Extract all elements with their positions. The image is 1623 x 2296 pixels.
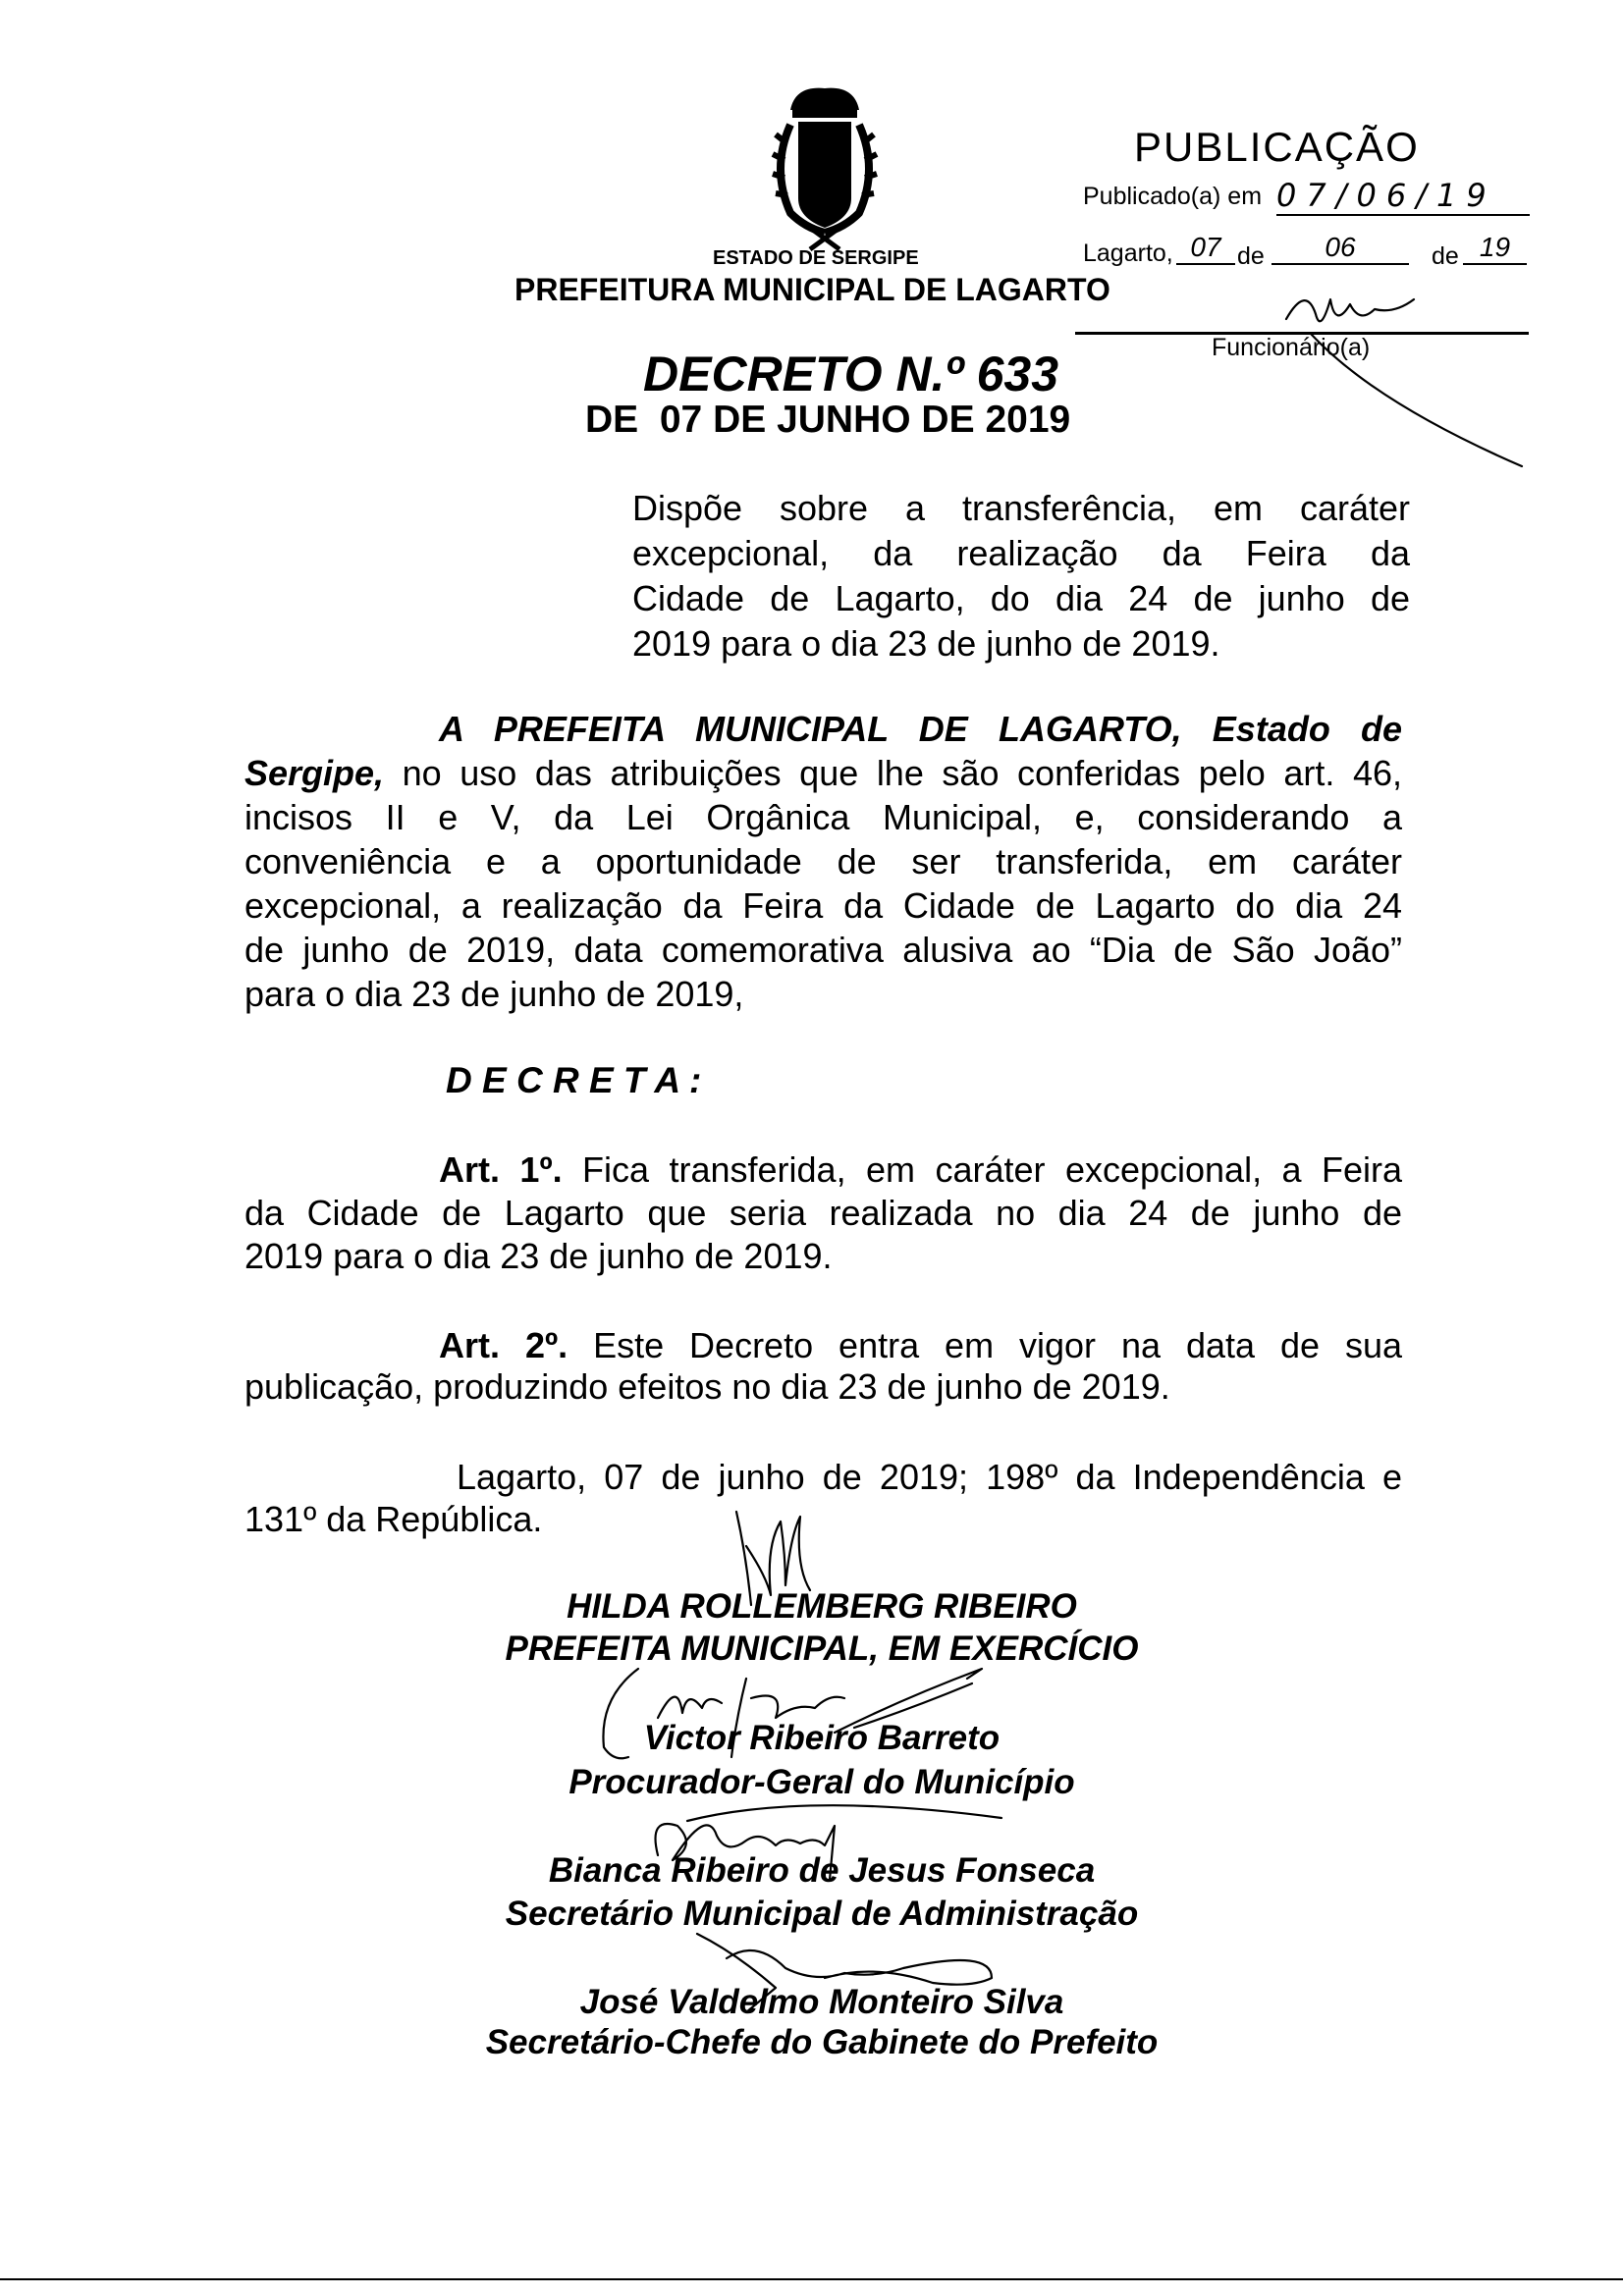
preamble-line: para o dia 23 de junho de 2019, <box>244 974 744 1014</box>
stamp-de-2: de <box>1432 242 1459 270</box>
summary-line: Dispõe sobre a transferência, em caráter <box>632 488 1410 528</box>
footer-rule <box>0 2278 1623 2280</box>
stamp-year: 19 <box>1463 232 1527 265</box>
stamp-official-label: Funcionário(a) <box>1212 334 1371 361</box>
state-name: ESTADO DE SERGIPE <box>713 247 919 269</box>
summary-line: 2019 para o dia 23 de junho de 2019. <box>632 623 1220 664</box>
signatory-role: Secretário Municipal de Administração <box>505 1895 1139 1933</box>
article-label: Art. 2º. <box>439 1325 568 1365</box>
stamp-published-label: Publicado(a) em <box>1083 183 1263 210</box>
preamble-line: incisos II e V, da Lei Orgânica Municipal, e, considerando a <box>244 797 1402 837</box>
official-signature-icon <box>1267 275 1532 471</box>
decreta-heading: D E C R E T A : <box>446 1060 702 1100</box>
signatory-name: Victor Ribeiro Barreto <box>643 1719 1001 1757</box>
article-text: 2019 para o dia 23 de junho de 2019. <box>244 1236 833 1276</box>
preamble-line: excepcional, a realização da Feira da Cidade de Lagarto do dia 24 <box>244 885 1402 926</box>
decree-title: DECRETO N.º 633 <box>643 347 1059 401</box>
stamp-place-label: Lagarto, <box>1083 240 1173 267</box>
closing-line: 131º da República. <box>244 1499 543 1539</box>
decree-date: DE 07 DE JUNHO DE 2019 <box>585 399 1071 441</box>
signatory-role: Secretário-Chefe do Gabinete do Prefeito <box>485 2023 1159 2061</box>
signatory-role: PREFEITA MUNICIPAL, EM EXERCÍCIO <box>505 1629 1139 1668</box>
preamble-line: no uso das atribuições que lhe são conferidas pelo art. 46, <box>384 753 1402 793</box>
decree-summary <box>632 487 1410 667</box>
stamp-day: 07 <box>1176 232 1235 265</box>
preamble-state: Sergipe, <box>244 753 385 793</box>
municipality-name: PREFEITURA MUNICIPAL DE LAGARTO <box>514 272 1110 307</box>
signatory-name: José Valdelmo Monteiro Silva <box>579 1983 1064 2021</box>
stamp-month: 06 <box>1271 232 1409 265</box>
preamble <box>244 708 1402 1017</box>
preamble-lead: A PREFEITA MUNICIPAL DE LAGARTO, Estado de <box>439 709 1402 749</box>
stamp-published-value: 07/06/19 <box>1276 177 1530 216</box>
article-text: da Cidade de Lagarto que seria realizada no dia 24 de junho de <box>244 1193 1402 1233</box>
preamble-line: de junho de 2019, data comemorativa alusiva ao “Dia de São João” <box>244 930 1402 970</box>
signatory-name: Bianca Ribeiro de Jesus Fonseca <box>548 1851 1096 1890</box>
article-2 <box>244 1324 1402 1407</box>
coat-of-arms-icon <box>751 80 898 252</box>
signatory-name: HILDA ROLLEMBERG RIBEIRO <box>567 1587 1077 1626</box>
closing-line: Lagarto, 07 de junho de 2019; 198º da Independência e <box>457 1457 1402 1497</box>
stamp-title: PUBLICAÇÃO <box>1134 124 1420 170</box>
stamp-de-1: de <box>1237 242 1265 270</box>
preamble-line: conveniência e a oportunidade de ser transferida, em caráter <box>244 841 1402 881</box>
signatory-role: Procurador-Geral do Município <box>568 1763 1075 1801</box>
article-text: Fica transferida, em caráter excepcional, a Feira <box>562 1149 1402 1190</box>
article-text: Este Decreto entra em vigor na data de sua <box>568 1325 1402 1365</box>
article-1 <box>244 1148 1402 1278</box>
article-label: Art. 1º. <box>439 1149 563 1190</box>
article-text: publicação, produzindo efeitos no dia 23 de junho de 2019. <box>244 1366 1170 1407</box>
summary-line: excepcional, da realização da Feira da <box>632 533 1410 573</box>
summary-line: Cidade de Lagarto, do dia 24 de junho de <box>632 578 1410 618</box>
